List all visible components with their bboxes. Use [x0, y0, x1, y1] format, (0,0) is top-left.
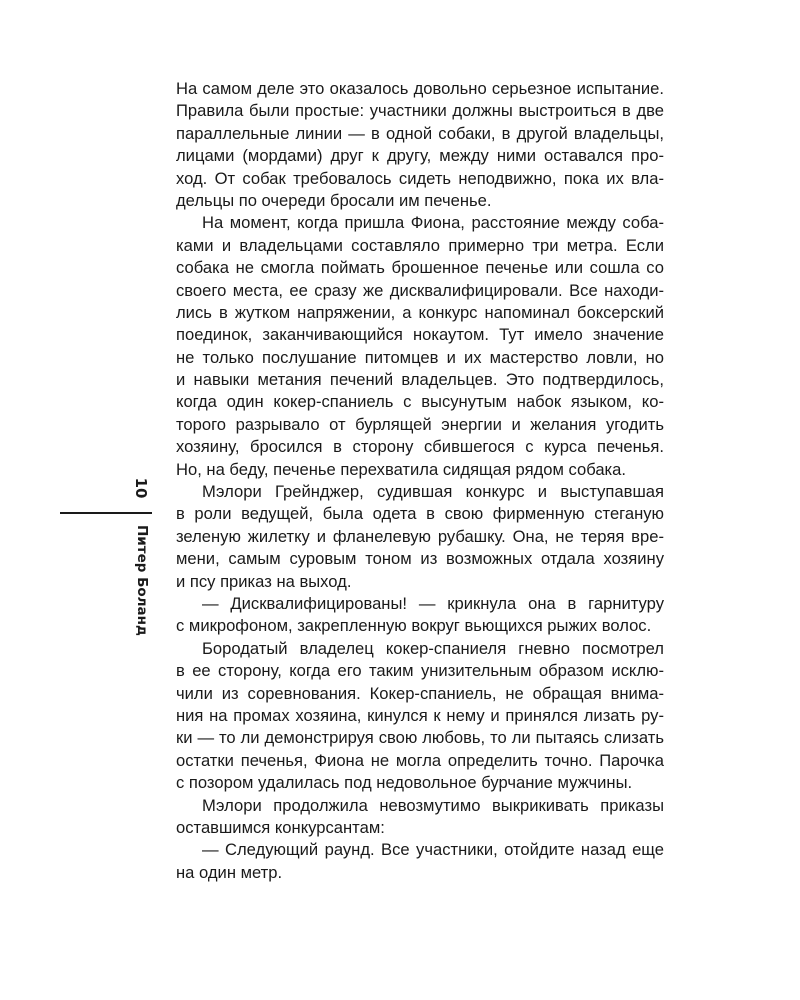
text-line: когда один кокер-спаниель с высунутым набок языком, ко- — [176, 392, 664, 412]
running-head-author: Питер Боланд — [134, 525, 150, 636]
text-line: зеленую жилетку и фланелевую рубашку. Она, не теряя вре- — [176, 526, 664, 546]
text-line: своего места, ее сразу же дисквалифицировали. Все находи- — [176, 280, 664, 300]
text-line: ния на промах хозяина, кинулся к нему и принялся лизать ру- — [176, 705, 664, 725]
text-line: чили из соревнования. Кокер-спаниель, не обращая внима- — [176, 683, 664, 703]
text-line: Бородатый владелец кокер-спаниеля гневно посмотрел — [202, 638, 664, 658]
text-line: ки — то ли демонстрируя свою любовь, то ли пытаясь слизать — [176, 728, 664, 748]
page-number: 10 — [132, 477, 150, 499]
text-line: в ее сторону, когда его таким унизительным образом исклю- — [176, 661, 664, 681]
margin-rule — [60, 512, 152, 514]
text-line: и навыки метания печений владельцев. Это подтвердилось, — [176, 370, 664, 390]
text-line: — Следующий раунд. Все участники, отойдите назад еще — [202, 840, 664, 860]
text-line: — Дисквалифицированы! — крикнула она в гарнитуру — [202, 593, 664, 613]
text-line: На момент, когда пришла Фиона, расстояние между соба- — [202, 213, 664, 233]
text-line: ход. От собак требовалось сидеть неподвижно, пока их вла- — [176, 168, 664, 188]
page-body-text — [176, 78, 664, 884]
text-line: Но, на беду, печенье перехватила сидящая рядом собака. — [176, 459, 627, 479]
text-line: мени, самым суровым тоном из возможных отдала хозяину — [176, 549, 664, 569]
text-line: оставшимся конкурсантам: — [176, 817, 385, 837]
text-line: лись в жутком напряжении, а конкурс напоминал боксерский — [176, 302, 664, 322]
text-line: остатки печенья, Фиона не могла определить точно. Парочка — [176, 750, 664, 770]
text-line: ками и владельцами составляло примерно три метра. Если — [176, 235, 664, 255]
text-line: параллельные линии — в одной собаки, в другой владельцы, — [176, 123, 664, 143]
text-line: и псу приказ на выход. — [176, 571, 352, 591]
text-line: лицами (мордами) друг к другу, между ними оставался про- — [176, 146, 664, 166]
text-line: хозяину, бросился в сторону сбившегося с курса печенья. — [176, 437, 664, 457]
text-line: на один метр. — [176, 862, 283, 882]
text-line: Правила были простые: участники должны выстроиться в две — [176, 101, 664, 121]
text-line: не только послушание питомцев и их мастерство ловли, но — [176, 347, 664, 367]
text-line: собака не смогла поймать брошенное печенье или сошла со — [176, 258, 664, 278]
text-line: в роли ведущей, была одета в свою фирменную стеганую — [176, 504, 664, 524]
text-line: Мэлори Грейнджер, судившая конкурс и выступавшая — [202, 482, 664, 502]
text-line: На самом деле это оказалось довольно серьезное испытание. — [176, 79, 664, 98]
text-line: с позором удалилась под недовольное бурчание мужчины. — [176, 773, 633, 793]
text-line: дельцы по очереди бросали им печенье. — [176, 190, 492, 210]
text-line: с микрофоном, закрепленную вокруг вьющихся рыжих волос. — [176, 616, 652, 636]
text-line: Мэлори продолжила невозмутимо выкрикивать приказы — [202, 795, 664, 815]
text-line: торого разрывало от бурлящей энергии и желания угодить — [176, 414, 664, 434]
text-line: поединок, заканчивающийся нокаутом. Тут имело значение — [176, 325, 664, 345]
